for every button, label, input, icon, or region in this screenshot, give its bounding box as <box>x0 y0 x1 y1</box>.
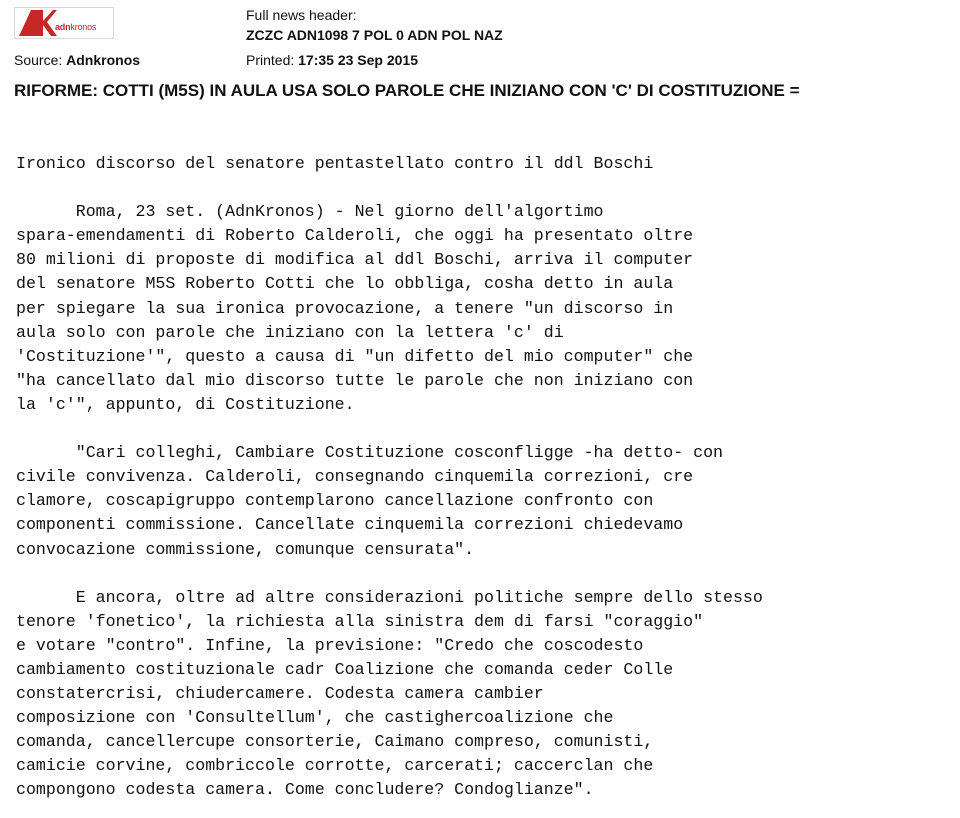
text-line: la 'c'", appunto, di Costituzione. <box>16 394 355 414</box>
text-line: clamore, coscapigruppo contemplarono cancellazione confronto con <box>16 491 654 511</box>
adnkronos-logo-mark-icon <box>17 8 57 38</box>
adnkronos-logo <box>14 7 114 39</box>
article-subtitle: Ironico discorso del senatore pentastellato contro il ddl Boschi <box>16 154 654 173</box>
text-line: civile convivenza. Calderoli, consegnando cinquemila correzioni, cre <box>16 467 694 487</box>
source-value: Adnkronos <box>66 52 141 68</box>
adnkronos-logo-text: adnkronos <box>55 22 97 32</box>
text-line: aula solo con parole che iniziano con la lettera 'c' di <box>16 322 564 342</box>
paragraph-2 <box>16 441 946 561</box>
full-header-label: Full news header: <box>246 7 357 23</box>
text-line: per spiegare la sua ironica provocazione, a tenere "un discorso in <box>16 298 674 318</box>
article-body <box>16 152 946 803</box>
text-line: composizione con 'Consultellum', che castighercoalizione che <box>16 708 614 728</box>
text-line: camicie corvine, combriccole corrotte, carcerati; caccerclan che <box>16 756 654 776</box>
printed-value: 17:35 23 Sep 2015 <box>298 52 419 68</box>
text-line: constatercrisi, chiudercamere. Codesta camera cambier <box>16 684 544 704</box>
text-line: tenore 'fonetico', la richiesta alla sinistra dem di farsi "coraggio" <box>16 611 704 631</box>
text-line: 'Costituzione'", questo a causa di "un difetto del mio computer" che <box>16 346 694 366</box>
text-line: e votare "contro". Infine, la previsione: "Credo che coscodesto <box>16 635 644 655</box>
text-line: E ancora, oltre ad altre considerazioni politiche sempre dello stesso <box>16 587 763 607</box>
paragraph-3 <box>16 586 946 803</box>
text-line: "Cari colleghi, Cambiare Costituzione cosconfligge -ha detto- con <box>16 443 724 463</box>
text-line: componenti commissione. Cancellate cinquemila correzioni chiedevamo <box>16 515 684 535</box>
text-line: "ha cancellato dal mio discorso tutte le parole che non iniziano con <box>16 370 694 390</box>
text-line: Roma, 23 set. (AdnKronos) - Nel giorno dell'algortimo <box>16 202 604 222</box>
text-line: spara-emendamenti di Roberto Calderoli, che oggi ha presentato oltre <box>16 226 694 246</box>
text-line: 80 milioni di proposte di modifica al ddl Boschi, arriva il computer <box>16 250 694 270</box>
source-line: Source: Adnkronos <box>14 52 141 68</box>
text-line: comanda, cancellercupe consorterie, Caimano compreso, comunisti, <box>16 732 654 752</box>
text-line: del senatore M5S Roberto Cotti che lo obbliga, cosha detto in aula <box>16 274 674 294</box>
news-header-code: ZCZC ADN1098 7 POL 0 ADN POL NAZ <box>246 27 503 43</box>
text-line: convocazione commissione, comunque censurata". <box>16 539 475 559</box>
news-headline: RIFORME: COTTI (M5S) IN AULA USA SOLO PAROLE CHE INIZIANO CON 'C' DI COSTITUZIONE = <box>14 81 800 100</box>
paragraph-1 <box>16 200 946 417</box>
printed-line: Printed: 17:35 23 Sep 2015 <box>246 52 419 68</box>
text-line: compongono codesta camera. Come concludere? Condoglianze". <box>16 780 594 800</box>
text-line: cambiamento costituzionale cadr Coalizione che comanda ceder Colle <box>16 659 674 679</box>
